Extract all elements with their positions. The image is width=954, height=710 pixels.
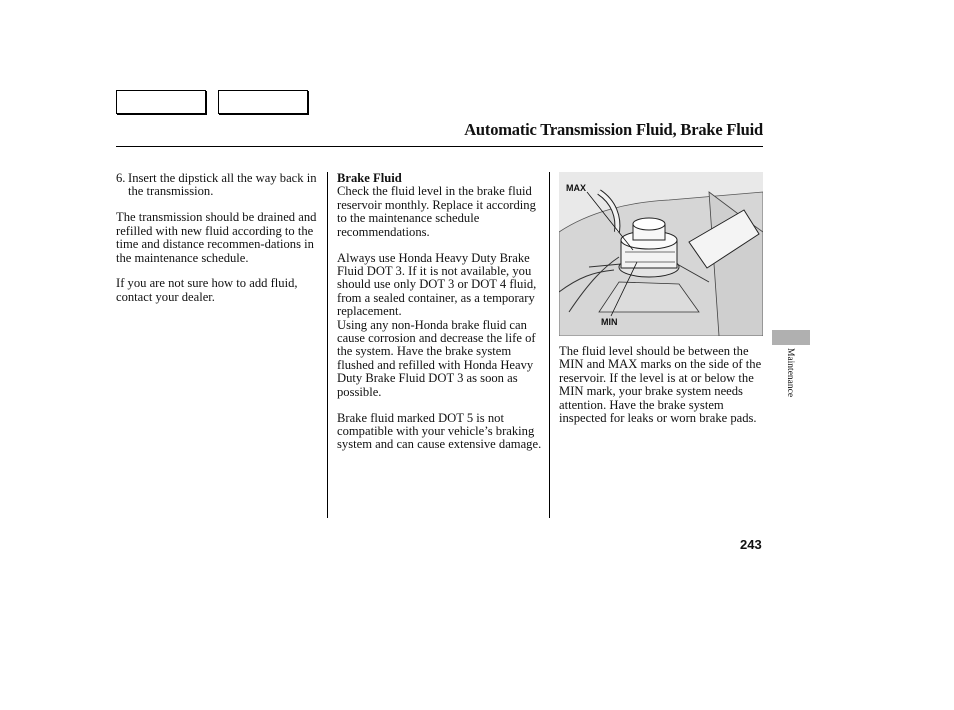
max-label: MAX [566, 183, 586, 193]
transmission-drain-paragraph: The transmission should be drained and refilled with new fluid according to the time and distance recommen-dations in the maintenance schedule. [116, 210, 317, 265]
brake-fluid-heading: Brake Fluid [337, 171, 402, 185]
brake-reservoir-drawing [559, 172, 763, 336]
min-label: MIN [601, 317, 618, 327]
page-title: Automatic Transmission Fluid, Brake Fluid [464, 120, 763, 139]
nav-button-1[interactable] [116, 90, 206, 114]
non-honda-paragraph: Using any non-Honda brake fluid can cause corrosion and decrease the life of the system. Have the brake system flushed and refilled with Honda Heavy Duty Brake Fluid DOT 3 as soon as possible. [337, 317, 536, 399]
page-number: 243 [740, 537, 762, 552]
column-3 [559, 345, 763, 438]
brake-reservoir-illustration [559, 172, 763, 336]
column-divider-1 [327, 172, 328, 518]
section-tab-text: Maintenance [785, 348, 795, 398]
check-level-paragraph: Check the fluid level in the brake fluid reservoir monthly. Replace it according to the maintenance schedule recommendations. [337, 184, 536, 239]
column-divider-2 [549, 172, 550, 518]
dealer-paragraph: If you are not sure how to add fluid, contact your dealer. [116, 276, 298, 304]
dot5-paragraph: Brake fluid marked DOT 5 is not compatible with your vehicle’s braking system and can cause extensive damage. [337, 410, 542, 452]
title-rule [116, 146, 763, 147]
step-6-number: 6. [116, 171, 126, 185]
section-tab-label [783, 348, 795, 418]
dot3-paragraph: Always use Honda Heavy Duty Brake Fluid DOT 3. If it is not available, you should use only DOT 3 or DOT 4 fluid, from a sealed container, as a temporary replacement. [337, 250, 537, 319]
column-1 [116, 172, 321, 317]
step-6-text: Insert the dipstick all the way back in the transmission. [128, 171, 317, 199]
section-tab[interactable] [772, 330, 810, 345]
step-6 [116, 172, 321, 199]
fluid-level-paragraph: The fluid level should be between the MIN and MAX marks on the side of the reservoir. If the level is at or below the MIN mark, your brake system needs attention. Have the brake system inspected for leaks or worn brake pads. [559, 344, 762, 426]
column-2 [337, 172, 543, 464]
nav-button-2[interactable] [218, 90, 308, 114]
